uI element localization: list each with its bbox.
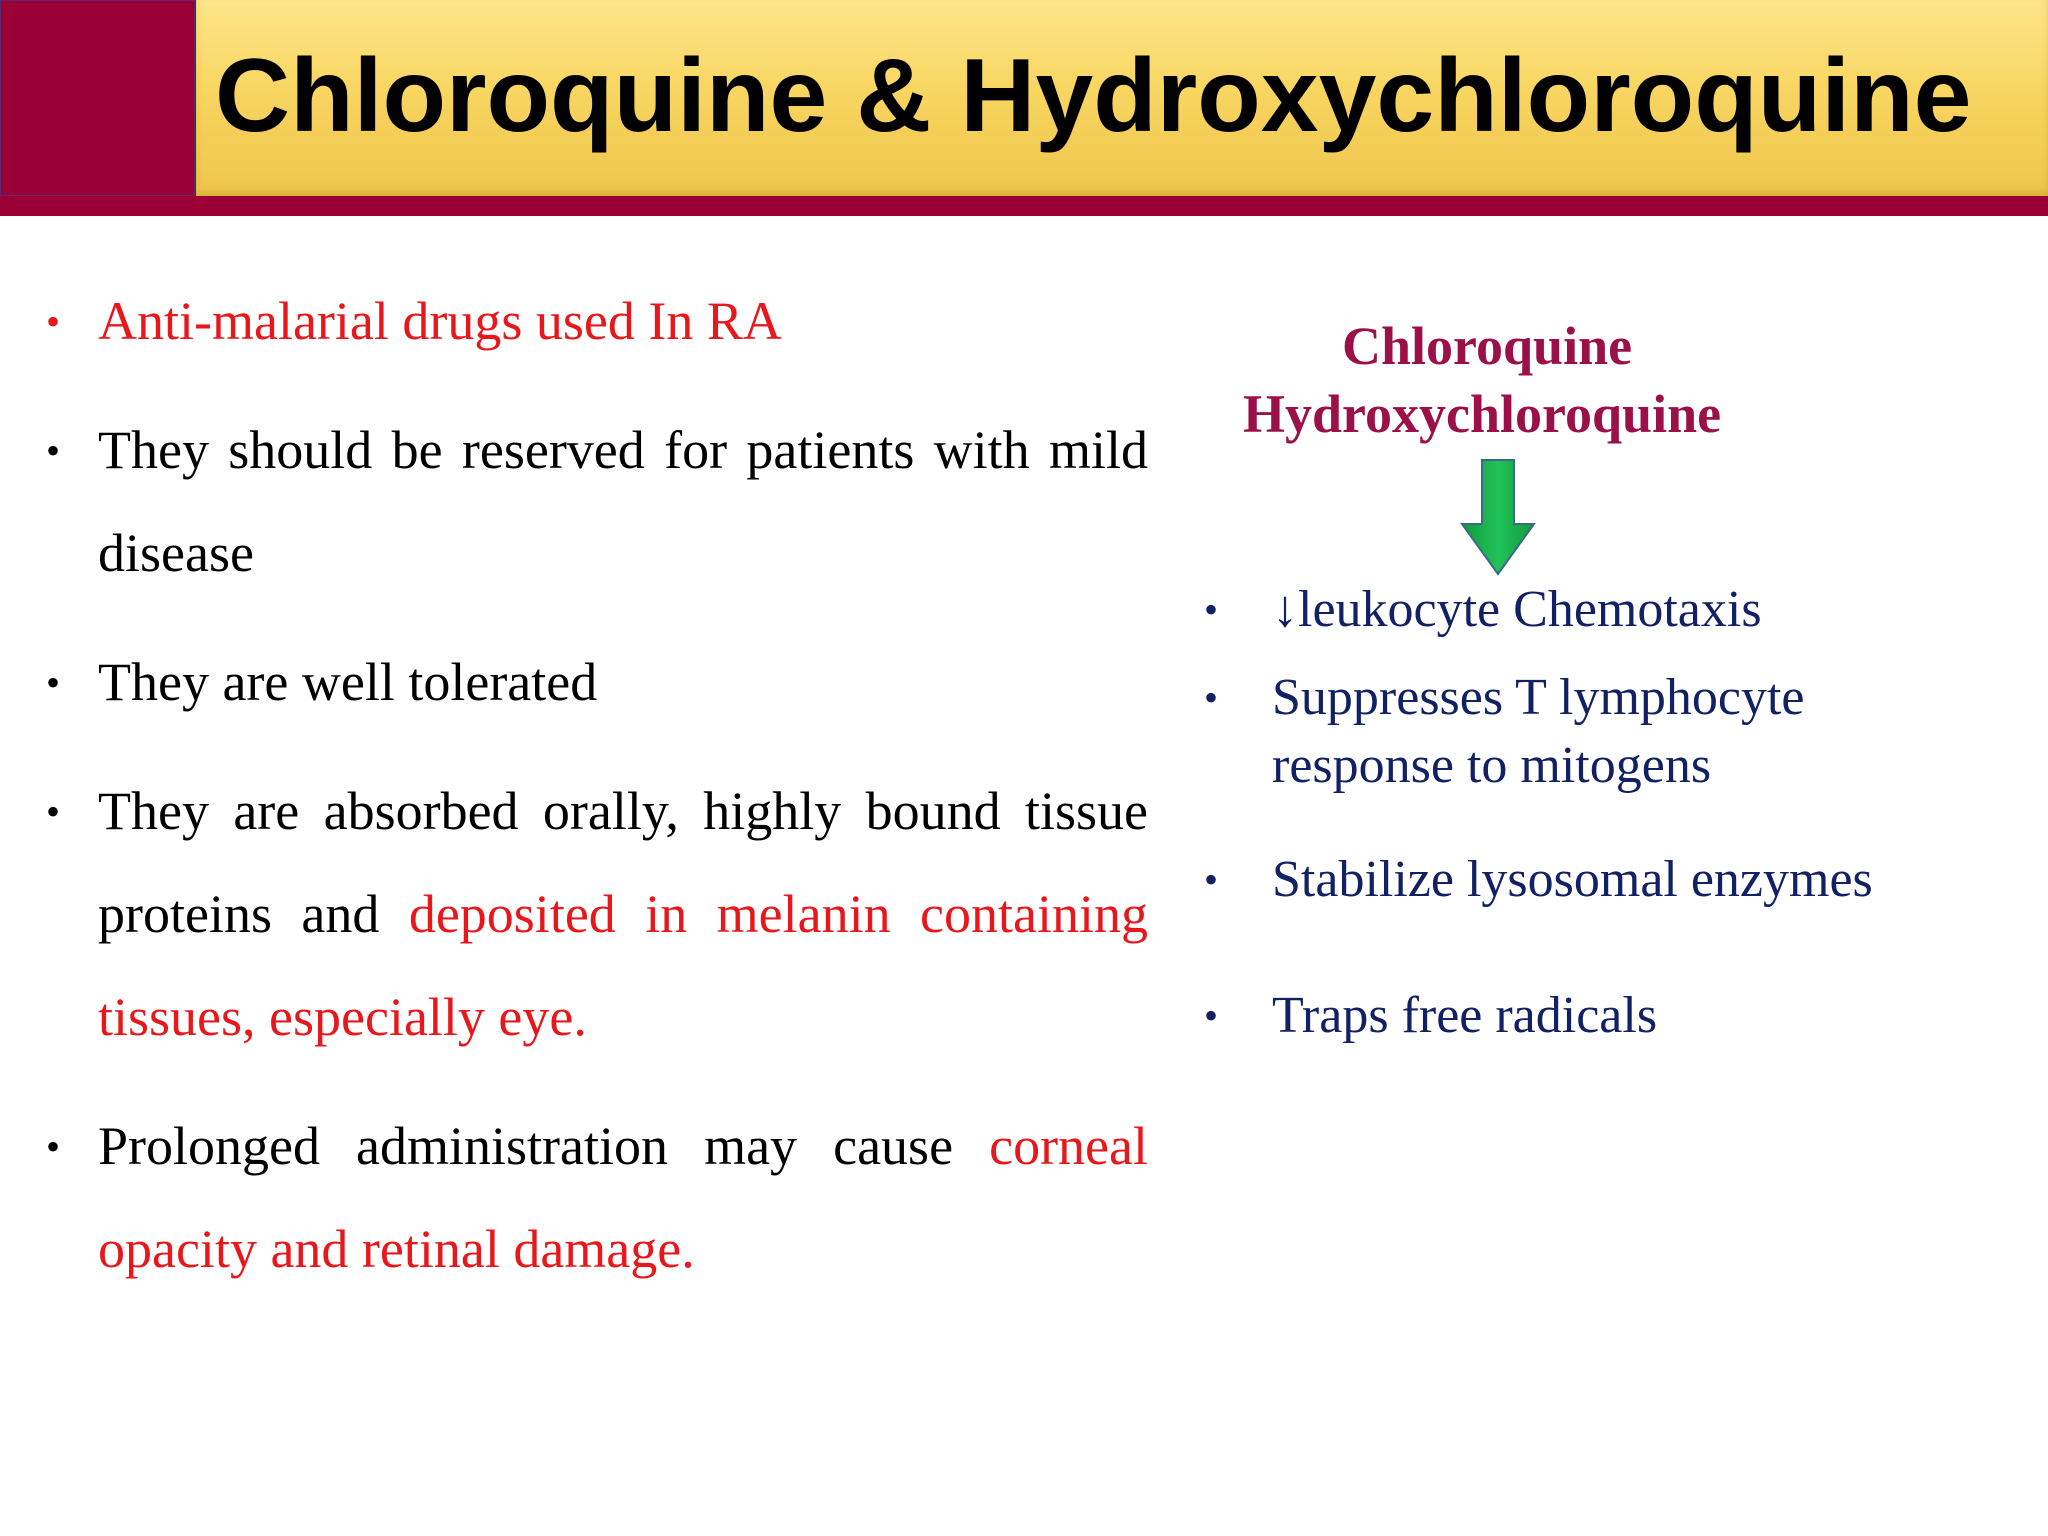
heading-drug-2: Hydroxychloroquine [1243,384,1722,444]
heading-drug-1: Chloroquine [1342,316,1633,376]
list-item-text: Anti-malarial drugs used In RA [98,291,782,351]
bullet-icon: • [46,789,61,834]
header-accent-block [0,0,195,196]
list-item [1200,846,1980,914]
bullet-icon: • [46,428,61,473]
bullet-icon: • [1204,587,1219,632]
list-item-text: Traps free radicals [1272,987,1658,1044]
mechanism-list [1200,576,1980,1050]
list-item-text: They are absorbed orally, highly bound tissue proteins and [98,781,1148,944]
bullet-icon: • [1204,993,1219,1038]
page-title: Chloroquine & Hydroxychloroquine [215,38,1972,154]
bullet-icon: • [46,299,61,344]
list-item-highlight: deposited in melanin containing tissues, especially eye. [98,884,1148,1047]
bullet-icon: • [1204,857,1219,902]
list-item-text: They should be reserved for patients with mild disease [98,420,1148,583]
bullet-icon: • [46,1124,61,1169]
list-item [1200,982,1980,1050]
list-item [40,760,1148,1069]
list-item [1200,664,1980,800]
list-item [40,399,1148,605]
bullet-icon: • [1204,675,1219,720]
list-item [40,1095,1148,1301]
list-item-text: Prolonged administration may cause [98,1116,990,1176]
list-item-text: ↓leukocyte Chemotaxis [1272,581,1762,638]
list-item [1200,576,1980,644]
list-item-text: Stabilize lysosomal enzymes [1272,851,1873,908]
list-item [40,270,1148,373]
down-arrow-icon [1458,458,1538,578]
mechanism-heading [1200,312,1790,448]
list-item-text: Suppresses T lymphocyte response to mitogens [1272,669,1805,794]
bullet-icon: • [46,660,61,705]
list-item [40,631,1148,734]
left-bullet-list [40,270,1148,1327]
list-item-text: They are well tolerated [98,652,598,712]
list-item-highlight: corneal opacity and retinal damage. [98,1116,1148,1279]
